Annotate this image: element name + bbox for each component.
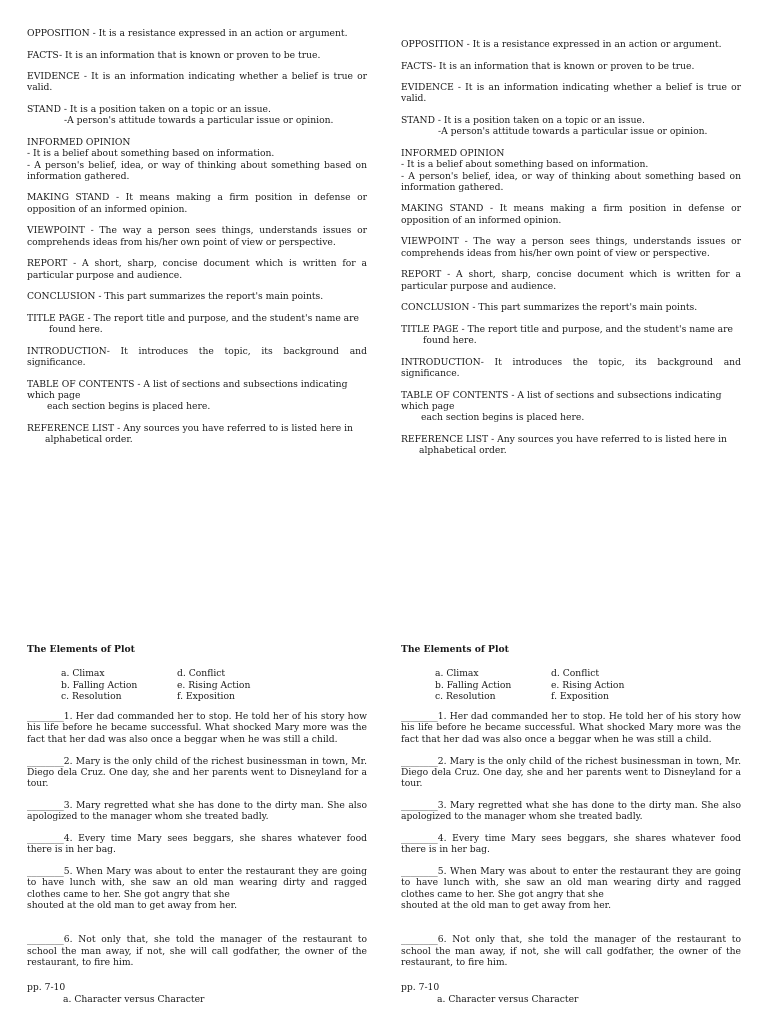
plot-worksheet-right	[401, 644, 741, 1005]
definition-making-stand: MAKING STAND - It means making a firm position in defense or opposition of an informed opinion.	[27, 192, 367, 215]
plot-title: The Elements of Plot	[401, 644, 509, 655]
plot-item-1: ________1. Her dad commanded her to stop. He told her of his story how his life before he became successful. What shocked Mary more was the fact that her dad was also once a beggar when he was still a child.	[401, 711, 741, 745]
definition-evidence: EVIDENCE - It is an information indicating whether a belief is true or valid.	[401, 82, 741, 105]
definition-informed-opinion: INFORMED OPINION - It is a belief about something based on information. - A person's belief, idea, or way of thinking about something based on information gathered.	[401, 147, 741, 193]
definition-conclusion: CONCLUSION - This part summarizes the report's main points.	[27, 291, 324, 303]
choice-climax: a. Climax	[61, 668, 105, 680]
plot-item-3: ________3. Mary regretted what she has done to the dirty man. She also apologized to the manager whom she treated badly.	[27, 799, 367, 823]
choice-conflict: d. Conflict	[177, 668, 226, 680]
plot-item-4: ________4. Every time Mary sees beggars, she shares whatever food there is in her bag.	[27, 833, 367, 856]
plot-item-2: ________2. Mary is the only child of the richest businessman in town, Mr. Diego dela Cruz. One day, she and her parents went to Disneyland for a tour.	[27, 755, 367, 790]
plot-item-4: ________4. Every time Mary sees beggars, she shares whatever food there is in her bag.	[401, 833, 741, 856]
plot-item-3: ________3. Mary regretted what she has done to the dirty man. She also apologized to the manager whom she treated badly.	[401, 799, 741, 823]
choice-resolution: c. Resolution	[435, 690, 496, 702]
plot-title: The Elements of Plot	[27, 644, 135, 655]
definition-report: REPORT - A short, sharp, concise document which is written for a particular purpose and audience.	[27, 258, 367, 281]
definition-viewpoint: VIEWPOINT - The way a person sees things, understands issues or comprehends ideas from his/her own point of view or perspective.	[401, 236, 741, 259]
definitions-right	[401, 39, 741, 467]
choice-falling-action: b. Falling Action	[435, 679, 512, 691]
choice-resolution: c. Resolution	[61, 690, 122, 702]
choice-climax: a. Climax	[435, 668, 479, 680]
definition-stand: STAND - It is a position taken on a topic or an issue. -A person's attitude towards a particular issue or opinion.	[401, 115, 708, 138]
plot-item-2: ________2. Mary is the only child of the richest businessman in town, Mr. Diego dela Cruz. One day, she and her parents went to Disneyland for a tour.	[401, 755, 741, 790]
choice-exposition: f. Exposition	[177, 690, 235, 702]
plot-item-6: ________6. Not only that, she told the manager of the restaurant to school the man away, if not, she will call godfather, the owner of the restaurant, to fire him.	[27, 934, 367, 968]
definition-evidence: EVIDENCE - It is an information indicating whether a belief is true or valid.	[27, 71, 367, 94]
definition-table-of-contents: TABLE OF CONTENTS - A list of sections and subsections indicating which page each section begins is placed here.	[27, 378, 348, 413]
definition-reference-list: REFERENCE LIST - Any sources you have referred to is listed here in alphabetical order.	[27, 422, 353, 445]
definition-conclusion: CONCLUSION - This part summarizes the report's main points.	[401, 302, 698, 314]
definition-introduction: INTRODUCTION- It introduces the topic, its background and significance.	[27, 345, 367, 368]
definition-title-page: TITLE PAGE - The report title and purpose, and the student's name are found here.	[401, 323, 733, 347]
definition-stand: STAND - It is a position taken on a topic or an issue. -A person's attitude towards a particular issue or opinion.	[27, 104, 334, 127]
page-reference: pp. 7-10	[27, 982, 66, 994]
definitions-left	[27, 28, 367, 456]
definition-informed-opinion: INFORMED OPINION - It is a belief about something based on information. - A person's belief, idea, or way of thinking about something based on information gathered.	[27, 136, 367, 182]
plot-item-1: ________1. Her dad commanded her to stop. He told her of his story how his life before he became successful. What shocked Mary more was the fact that her dad was also once a beggar when he was still a child.	[27, 711, 367, 745]
plot-item-5: ________5. When Mary was about to enter the restaurant they are going to have lunch with, she saw an old man wearing dirty and ragged clothes came to her. She got angry that she shouted at the old man to get away from her.	[401, 866, 741, 912]
choice-rising-action: e. Rising Action	[177, 679, 251, 691]
page-reference: pp. 7-10	[401, 982, 440, 994]
plot-item-6: ________6. Not only that, she told the manager of the restaurant to school the man away, if not, she will call godfather, the owner of the restaurant, to fire him.	[401, 934, 741, 968]
definition-facts: FACTS- It is an information that is known or proven to be true.	[401, 60, 695, 72]
plot-choices	[435, 668, 741, 702]
choice-conflict: d. Conflict	[551, 668, 600, 680]
page-choice: a. Character versus Character	[63, 993, 205, 1005]
definition-viewpoint: VIEWPOINT - The way a person sees things, understands issues or comprehends ideas from his/her own point of view or perspective.	[27, 225, 367, 248]
choice-exposition: f. Exposition	[551, 690, 609, 702]
definition-title-page: TITLE PAGE - The report title and purpose, and the student's name are found here.	[27, 312, 359, 336]
definition-report: REPORT - A short, sharp, concise document which is written for a particular purpose and audience.	[401, 269, 741, 292]
choice-falling-action: b. Falling Action	[61, 679, 138, 691]
definition-making-stand: MAKING STAND - It means making a firm position in defense or opposition of an informed opinion.	[401, 203, 741, 226]
definition-introduction: INTRODUCTION- It introduces the topic, its background and significance.	[401, 356, 741, 379]
definition-opposition: OPPOSITION - It is a resistance expressed in an action or argument.	[27, 28, 348, 39]
definition-table-of-contents: TABLE OF CONTENTS - A list of sections and subsections indicating which page each section begins is placed here.	[401, 389, 722, 424]
plot-choices	[61, 668, 367, 702]
definition-reference-list: REFERENCE LIST - Any sources you have referred to is listed here in alphabetical order.	[401, 433, 727, 456]
definition-opposition: OPPOSITION - It is a resistance expressed in an action or argument.	[401, 39, 722, 50]
plot-worksheet-left	[27, 644, 367, 1005]
plot-item-5: ________5. When Mary was about to enter the restaurant they are going to have lunch with, she saw an old man wearing dirty and ragged clothes came to her. She got angry that she shouted at the old man to get away from her.	[27, 866, 367, 912]
choice-rising-action: e. Rising Action	[551, 679, 625, 691]
page-choice: a. Character versus Character	[437, 993, 579, 1005]
definition-facts: FACTS- It is an information that is known or proven to be true.	[27, 49, 321, 61]
